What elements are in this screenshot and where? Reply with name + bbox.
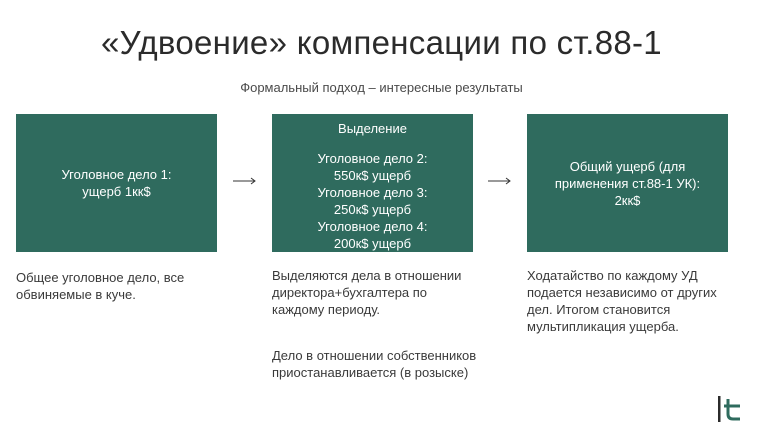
box-line: Уголовное дело 3: [317,185,428,200]
description-1: Общее уголовное дело, все обвиняемые в куче. [16,270,185,302]
box-line: 200к$ ущерб [333,236,412,251]
box-line: Уголовное дело 1: [61,167,172,182]
description-2b: Дело в отношении собственников приостанавливается (в розыске) [272,348,477,380]
page-subtitle: Формальный подход – интересные результаты [240,80,523,95]
right-arrow-icon [487,174,513,188]
description-3: Ходатайство по каждому УД подается независимо от других дел. Итогом становится мультипликация ущерба. [527,268,717,334]
case-box-3 [527,114,728,252]
box-line: 250к$ ущерб [333,202,412,217]
right-arrow-icon [232,174,258,188]
box-line: 2кк$ [614,192,641,208]
box-heading: Выделение [338,121,407,136]
box-line: применения ст.88-1 УК): [554,175,701,191]
box-line: Общий ущерб (для [569,158,686,174]
box-line: ущерб 1кк$ [82,184,151,199]
case-box-2 [272,114,473,252]
page-title: «Удвоение» компенсации по ст.88-1 [101,24,662,61]
description-2: Выделяются дела в отношении директора+бухгалтера по каждому периоду. [272,268,462,317]
logo-icon [716,396,746,422]
box-line: Уголовное дело 2: [317,151,428,166]
box-line: 550к$ ущерб [333,168,412,183]
box-line: Уголовное дело 4: [317,219,428,234]
case-box-1 [16,114,217,252]
